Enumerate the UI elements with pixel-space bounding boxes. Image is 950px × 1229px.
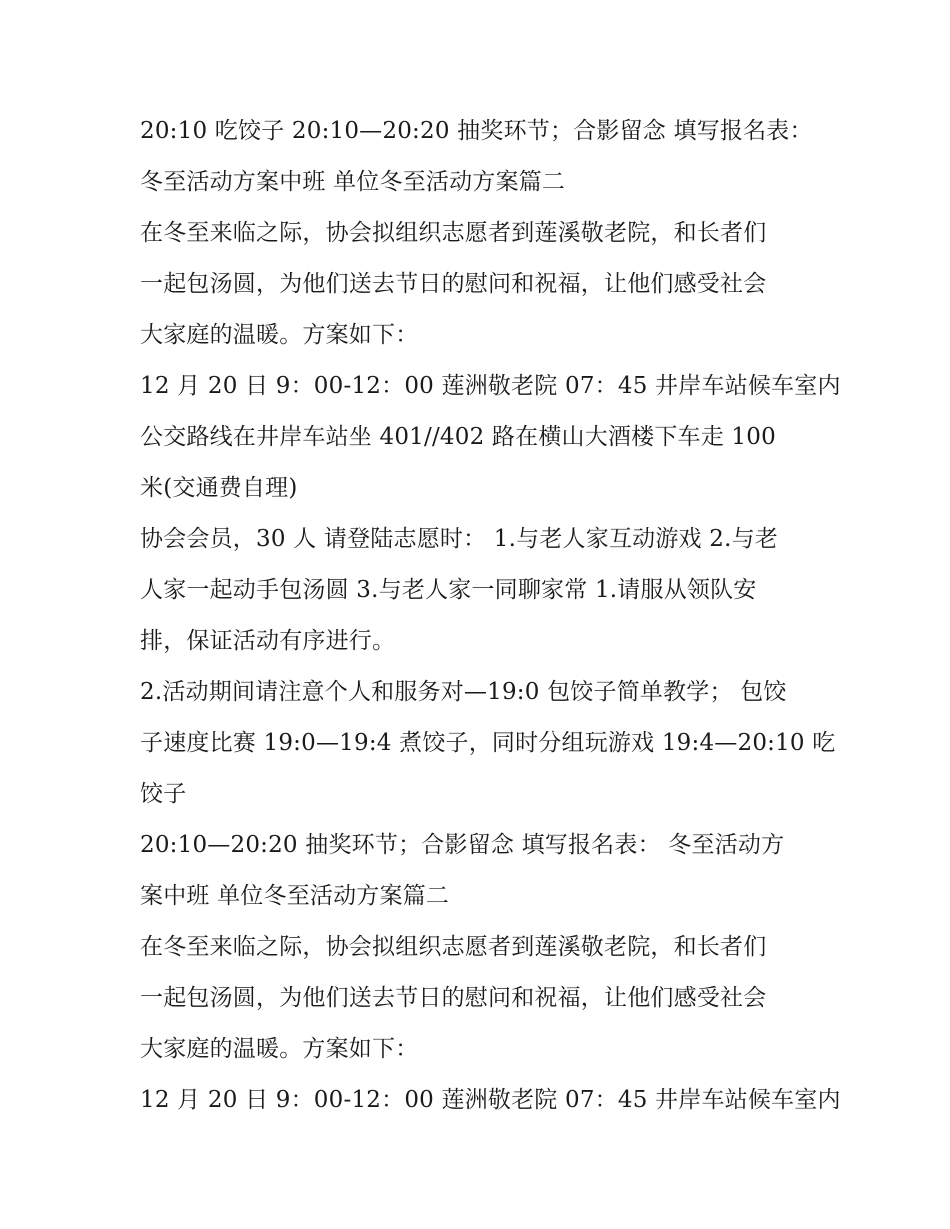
text-line: 协会会员，30 人 请登陆志愿时： 1.与老人家互动游戏 2.与老	[140, 526, 778, 552]
text-line: 子速度比赛 19:0—19:4 煮饺子，同时分组玩游戏 19:4—20:10 吃	[140, 730, 836, 756]
text-line: 饺子	[140, 781, 187, 807]
text-line: 案中班 单位冬至活动方案篇二	[140, 883, 450, 909]
text-line: 公交路线在井岸车站坐 401//402 路在横山大酒楼下车走 100	[140, 424, 776, 450]
text-line: 米(交通费自理)	[140, 475, 298, 501]
text-line: 排，保证活动有序进行。	[140, 628, 396, 654]
text-line: 20:10—20:20 抽奖环节；合影留念 填写报名表： 冬至活动方	[140, 832, 785, 858]
text-line: 12 月 20 日 9：00-12：00 莲洲敬老院 07：45 井岸车站候车室内	[140, 373, 841, 399]
text-line: 一起包汤圆，为他们送去节日的慰问和祝福，让他们感受社会	[140, 985, 767, 1011]
text-line: 大家庭的温暖。方案如下：	[140, 1036, 419, 1062]
text-line: 12 月 20 日 9：00-12：00 莲洲敬老院 07：45 井岸车站候车室内	[140, 1087, 841, 1113]
text-line: 大家庭的温暖。方案如下：	[140, 322, 419, 348]
text-line: 2.活动期间请注意个人和服务对—19:0 包饺子简单教学； 包饺	[140, 679, 787, 705]
text-line: 人家一起动手包汤圆 3.与老人家一同聊家常 1.请服从领队安	[140, 577, 757, 603]
text-line: 在冬至来临之际，协会拟组织志愿者到莲溪敬老院，和长者们	[140, 934, 767, 960]
text-line: 20:10 吃饺子 20:10—20:20 抽奖环节；合影留念 填写报名表：	[140, 118, 813, 144]
document-body	[140, 106, 841, 1126]
text-line: 在冬至来临之际，协会拟组织志愿者到莲溪敬老院，和长者们	[140, 220, 767, 246]
text-line: 一起包汤圆，为他们送去节日的慰问和祝福，让他们感受社会	[140, 271, 767, 297]
text-line: 冬至活动方案中班 单位冬至活动方案篇二	[140, 169, 566, 195]
